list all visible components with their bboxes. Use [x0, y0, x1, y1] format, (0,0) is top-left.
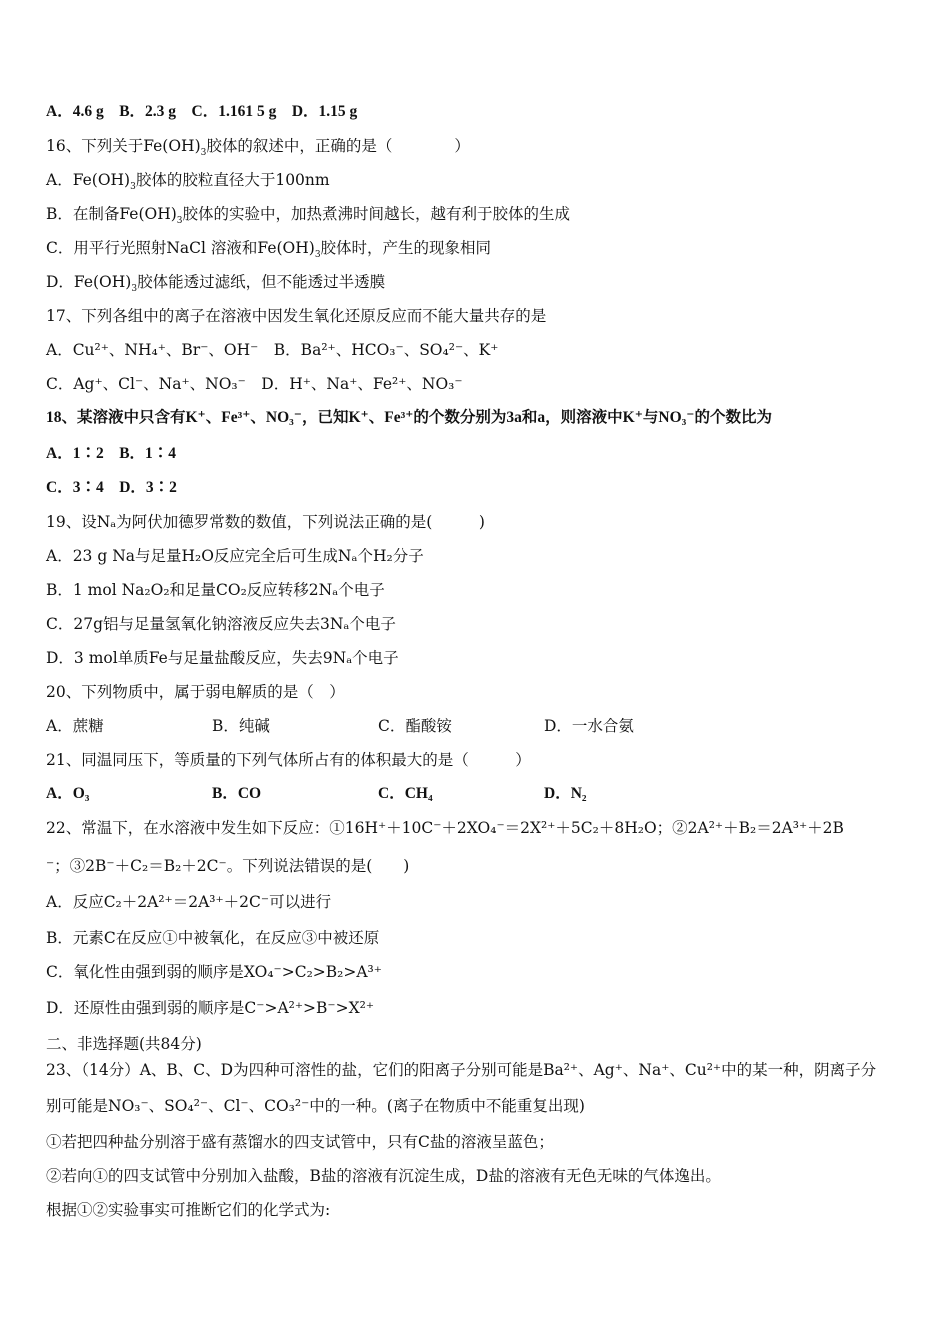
q23-item-3: 根据①②实验事实可推断它们的化学式为:	[46, 1201, 331, 1219]
q19-option-a: A．23 g Na与足量H₂O反应完全后可生成Nₐ个H₂分子	[46, 547, 424, 565]
q17-options-cd: C．Ag⁺、Cl⁻、Na⁺、NO₃⁻ D．H⁺、Na⁺、Fe²⁺、NO₃⁻	[46, 375, 463, 393]
q18-stem: 18、某溶液中只含有K⁺、Fe³⁺、NO₃⁻，已知K⁺、Fe³⁺的个数分别为3a和a，则溶液中K⁺与NO₃⁻的个数比为	[46, 409, 772, 426]
q17-options-ab: A．Cu²⁺、NH₄⁺、Br⁻、OH⁻ B．Ba²⁺、HCO₃⁻、SO₄²⁻、K⁺	[46, 341, 499, 359]
q23-item-2: ②若向①的四支试管中分别加入盐酸，B盐的溶液有沉淀生成，D盐的溶液有无色无味的气体逸出。	[46, 1167, 721, 1185]
q22-option-a: A．反应C₂＋2A²⁺＝2A³⁺＋2C⁻可以进行	[46, 893, 332, 911]
q23-item-1: ①若把四种盐分别溶于盛有蒸馏水的四支试管中，只有C盐的溶液呈蓝色；	[46, 1133, 554, 1151]
q16-option-a: A．$Fe(OH)_3$胶体的胶粒直径大于100nm	[46, 171, 330, 193]
q16-option-d: D．$Fe(OH)_3$胶体能透过滤纸，但不能透过半透膜	[46, 273, 386, 295]
q21-option-a: A．O₃	[46, 785, 90, 802]
q21-stem: 21、同温同压下，等质量的下列气体所占有的体积最大的是（ ）	[46, 751, 531, 769]
section-title: 二、非选择题(共84分)	[46, 1035, 202, 1053]
q23-stem-line1: 23、（14分）A、B、C、D为四种可溶性的盐，它们的阳离子分别可能是Ba²⁺、Ag⁺、Na⁺、Cu²⁺中的某一种，阴离子分	[46, 1061, 877, 1079]
q20-stem: 20、下列物质中，属于弱电解质的是（ ）	[46, 683, 345, 701]
q22-stem-line2: ⁻；③2B⁻＋C₂＝B₂＋2C⁻。下列说法错误的是( )	[46, 857, 410, 875]
q23-stem-line2: 别可能是NO₃⁻、SO₄²⁻、Cl⁻、CO₃²⁻中的一种。(离子在物质中不能重复出现)	[46, 1097, 585, 1115]
q22-option-c: C．氧化性由强到弱的顺序是XO₄⁻>C₂>B₂>A³⁺	[46, 963, 382, 981]
q21-option-d: D．N₂	[544, 785, 587, 802]
q19-stem: 19、设Nₐ为阿伏加德罗常数的数值，下列说法正确的是( )	[46, 513, 485, 531]
q21-option-b: B．CO	[212, 785, 262, 802]
q16-stem: 16、下列关于$Fe(OH)_3$胶体的叙述中，正确的是（ ）	[46, 137, 470, 159]
q20-option-c: C．酯酸铵	[378, 717, 452, 735]
q18-options-cd: C．3∶4 D．3∶2	[46, 479, 177, 496]
q20-option-a: A．蔗糖	[46, 717, 104, 735]
q20-option-d: D．一水合氨	[544, 717, 634, 735]
q19-option-d: D．3 mol单质Fe与足量盐酸反应，失去9Nₐ个电子	[46, 649, 399, 667]
q21-options	[46, 784, 587, 804]
q16-option-c: C．用平行光照射NaCl 溶液和$Fe(OH)_3$胶体时，产生的现象相同	[46, 239, 492, 261]
q15-options: A．4.6 g B．2.3 g C．1.161 5 g D．1.15 g	[46, 103, 358, 120]
q22-option-d: D．还原性由强到弱的顺序是C⁻>A²⁺>B⁻>X²⁺	[46, 999, 375, 1017]
q19-option-b: B．1 mol Na₂O₂和足量CO₂反应转移2Nₐ个电子	[46, 581, 385, 599]
q22-option-b: B．元素C在反应①中被氧化，在反应③中被还原	[46, 929, 380, 947]
q21-option-c: C．CH₄	[378, 785, 433, 802]
q20-options	[46, 716, 634, 736]
q22-stem-line1: 22、常温下，在水溶液中发生如下反应：①16H⁺＋10C⁻＋2XO₄⁻＝2X²⁺＋5C₂＋8H₂O；②2A²⁺＋B₂＝2A³⁺＋2B	[46, 819, 844, 837]
q16-option-b: B．在制备$Fe(OH)_3$胶体的实验中，加热煮沸时间越长，越有利于胶体的生成	[46, 205, 571, 227]
q19-option-c: C．27g铝与足量氢氧化钠溶液反应失去3Nₐ个电子	[46, 615, 396, 633]
q18-options-ab: A．1∶2 B．1∶4	[46, 445, 177, 462]
q17-stem: 17、下列各组中的离子在溶液中因发生氧化还原反应而不能大量共存的是	[46, 307, 547, 325]
q20-option-b: B．纯碱	[212, 717, 270, 735]
